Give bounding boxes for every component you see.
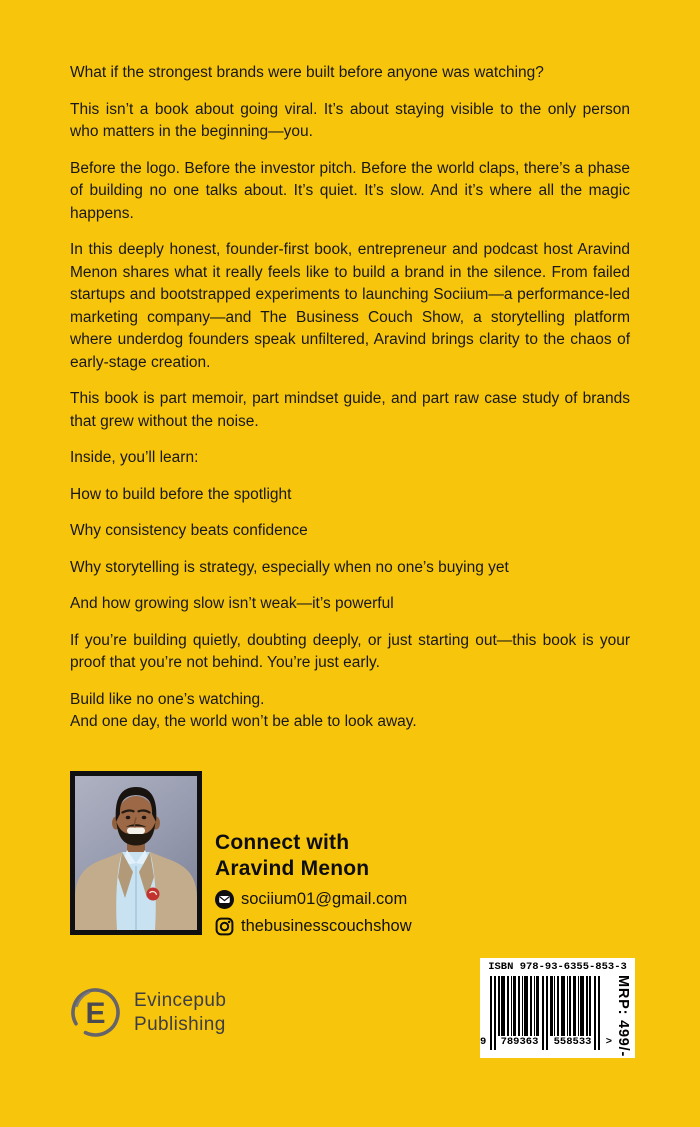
connect-block [215, 830, 412, 936]
tagline-line-1: Build like no one’s watching. [70, 690, 265, 708]
blurb-paragraph: This isn’t a book about going viral. It’s about staying visible to the only person who matters in the beginning—you. [70, 100, 630, 140]
publisher-name-line-1: Evincepub [134, 989, 227, 1011]
instagram-icon [215, 917, 234, 936]
barcode-body [480, 975, 635, 1057]
learn-intro: Inside, you’ll learn: [70, 449, 199, 466]
publisher-name-line-2: Publishing [134, 1013, 226, 1035]
email-icon [215, 890, 234, 909]
learn-item: And how growing slow isn’t weak—it’s powerful [70, 595, 394, 612]
connect-heading-line-2: Aravind Menon [215, 857, 370, 880]
tagline-line-2: And one day, the world won’t be able to look away. [70, 713, 417, 730]
author-photo [70, 771, 202, 935]
instagram-handle: thebusinesscouchshow [241, 917, 412, 935]
barcode-digits [480, 1036, 612, 1048]
barcode-digit-group: 789363 [500, 1036, 539, 1048]
publisher-logo [69, 986, 226, 1039]
instagram-row [215, 917, 412, 936]
hook-line: What if the strongest brands were built before anyone was watching? [70, 64, 544, 81]
logo-letter: E [85, 997, 106, 1030]
blurb-paragraph: In this deeply honest, founder-first book, entrepreneur and podcast host Aravind Menon shares what it really feels like to build a brand in the silence. From failed startups and bootstrapped experiments to launching Sociium—a performance-led marketing company—and The Business Couch Show, a storytelling platform where underdog founders speak unfiltered, Aravind brings clarity to the chaos of early-stage creation. [70, 241, 630, 371]
barcode-panel [480, 958, 635, 1058]
learn-item: Why storytelling is strategy, especially when no one’s buying yet [70, 558, 509, 576]
isbn-label: ISBN 978-93-6355-853-3 [488, 961, 627, 973]
author-portrait-illustration [75, 776, 197, 930]
connect-heading-line-1: Connect with [215, 831, 350, 854]
closing-paragraph: If you’re building quietly, doubting deeply, or just starting out—this book is your proof that you’re not behind. You’re just early. [70, 631, 630, 671]
email-address: sociium01@gmail.com [241, 890, 408, 908]
barcode-digit-group: 9 [480, 1036, 487, 1048]
back-cover-copy [70, 62, 630, 734]
learn-item: How to build before the spotlight [70, 485, 292, 503]
learn-item: Why consistency beats confidence [70, 522, 308, 539]
barcode-digit-group: > [605, 1036, 612, 1048]
mrp-price: MRP: 499/- [615, 975, 631, 1058]
publisher-name [134, 989, 226, 1037]
blurb-paragraph: This book is part memoir, part mindset guide, and part raw case study of brands that grew without the noise. [70, 390, 630, 430]
email-row [215, 890, 412, 909]
evincepub-logo-icon [69, 986, 122, 1039]
barcode-digit-group: 558533 [553, 1036, 592, 1048]
blurb-paragraph: Before the logo. Before the investor pitch. Before the world claps, there’s a phase of building no one talks about. It’s quiet. It’s slow. And it’s where all the magic happens. [70, 159, 630, 222]
